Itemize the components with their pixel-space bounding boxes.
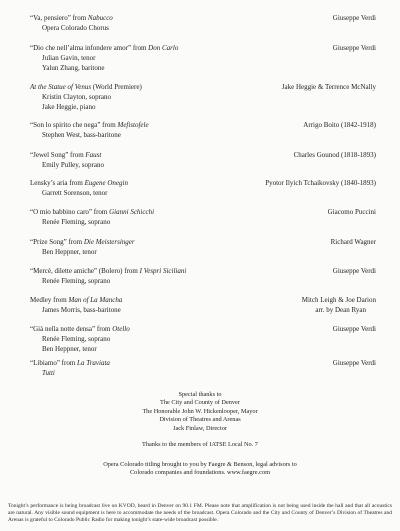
performer: [42, 369, 262, 378]
titling-credit: [0, 461, 400, 478]
work-title: Nabucco: [87, 14, 113, 22]
thanks-line: The City and County of Denver: [160, 399, 240, 407]
composer: Charles Gounod (1818-1893): [293, 151, 376, 159]
work-title: Faust: [85, 151, 102, 159]
piece-title: [30, 83, 260, 92]
performer: Kristin Clayton, soprano: [42, 93, 112, 101]
composer: Giuseppe Verdi: [332, 14, 376, 22]
titling-line: Colorado companies and foundations. www.faegre.com: [129, 469, 270, 477]
performer: Ben Heppner, tenor: [42, 248, 97, 256]
piece-title: [30, 151, 260, 160]
composer: Mitch Leigh & Joe Darion: [301, 296, 376, 304]
arranger: arr. by Dean Ryan: [315, 306, 366, 314]
work-title: At the Statue of Venus: [30, 83, 92, 91]
performer: James Morris, bass-baritone: [42, 306, 121, 314]
performer: Ben Heppner, tenor: [42, 344, 97, 353]
title-text: Lensky’s aria from: [30, 179, 85, 187]
title-text: “Va, pensiero” from: [30, 14, 88, 22]
performer: Emily Pulley, soprano: [42, 161, 104, 169]
composer: Giuseppe Verdi: [332, 325, 376, 333]
piece-title: [30, 325, 260, 334]
title-text: Medley from: [30, 296, 69, 304]
performer: Julian Gavin, tenor: [42, 54, 96, 62]
work-title: Eugene Onegin: [84, 179, 128, 187]
piece-title: [30, 14, 260, 23]
composer: Giuseppe Verdi: [332, 359, 376, 367]
composer: Arrigo Boito (1842-1918): [303, 121, 376, 129]
piece-title: [30, 44, 260, 53]
piece-title: [30, 121, 260, 130]
thanks-heading: Special thanks to: [178, 391, 222, 398]
performer: Renée Fleming, soprano: [42, 335, 111, 343]
title-suffix: (World Premiere): [91, 83, 142, 91]
piece-title: [30, 296, 260, 305]
composer: Giuseppe Verdi: [332, 267, 376, 275]
titling-line: Opera Colorado titling brought to you by Faegre & Benson, legal advisors to: [103, 461, 297, 468]
work-title: La Traviata: [77, 359, 110, 367]
title-text: “Mercè, dilette amiche” (Bolero) from: [30, 267, 140, 275]
performer: Garrett Sorenson, tenor: [42, 189, 108, 197]
composer: Richard Wagner: [330, 238, 376, 246]
work-title: Otello: [112, 325, 130, 333]
title-text: “Libiamo” from: [30, 359, 78, 367]
title-text: “Già nella notte densa” from: [30, 325, 113, 333]
thanks-line: Division of Theatres and Arenas: [159, 416, 241, 424]
piece-title: [30, 179, 260, 188]
composer: Giuseppe Verdi: [332, 44, 376, 52]
performer: Renée Fleming, soprano: [42, 218, 111, 226]
performer: Yalun Zhang, baritone: [42, 63, 105, 72]
work-title: Gianni Schicchi: [109, 208, 155, 216]
iatse-thanks: Thanks to the members of IATSE Local No. 7: [142, 441, 258, 448]
title-text: “Prize Song” from: [30, 238, 84, 246]
title-text: “Dio che nell’alma infondere amor” from: [30, 44, 149, 52]
piece-title: [30, 208, 260, 217]
title-text: “Son lo spirito che nega” from: [30, 121, 118, 129]
composer: Jake Heggie & Terrence McNally: [281, 83, 376, 91]
work-title: Mefistofele: [117, 121, 149, 129]
special-thanks: [0, 391, 400, 433]
performer: Stephen West, bass-baritone: [42, 131, 121, 139]
work-title: Man of La Mancha: [68, 296, 123, 304]
performer: Renée Fleming, soprano: [42, 277, 111, 285]
performer: Opera Colorado Chorus: [42, 24, 109, 32]
work-title: I Vespri Siciliani: [139, 267, 187, 275]
composer: Pyotor Ilyich Tchaikovsky (1840-1893): [265, 179, 376, 187]
broadcast-footnote: Tonight’s performance is being broadcast live on KVOD, heard in Denver on 90.1 FM. Please note that amplification is not being used inside the hall and that all acoustics are natural. Any visible sound equipment is here to accommodate the needs of the broadcast. Opera Colorado and the City and County of Denver’s Division of Theatres and Arenas is grateful to Colorado Public Radio for making tonight’s state-wide broadcast possible.: [8, 503, 392, 524]
performer: Jake Heggie, piano: [42, 102, 96, 111]
piece-title: [30, 267, 260, 276]
piece-title: [30, 359, 260, 368]
title-text: “Jewel Song” from: [30, 151, 86, 159]
performer-italic: Tutti: [42, 369, 55, 377]
composer: Giacomo Puccini: [327, 208, 376, 216]
piece-title: [30, 238, 260, 247]
thanks-line: Jack Finlaw, Director: [173, 424, 227, 432]
title-text: “O mio babbino caro” from: [30, 208, 110, 216]
thanks-line: The Honorable John W. Hickenlooper, Mayor: [142, 407, 258, 415]
work-title: Die Meistersinger: [83, 238, 135, 246]
work-title: Don Carlo: [148, 44, 179, 52]
